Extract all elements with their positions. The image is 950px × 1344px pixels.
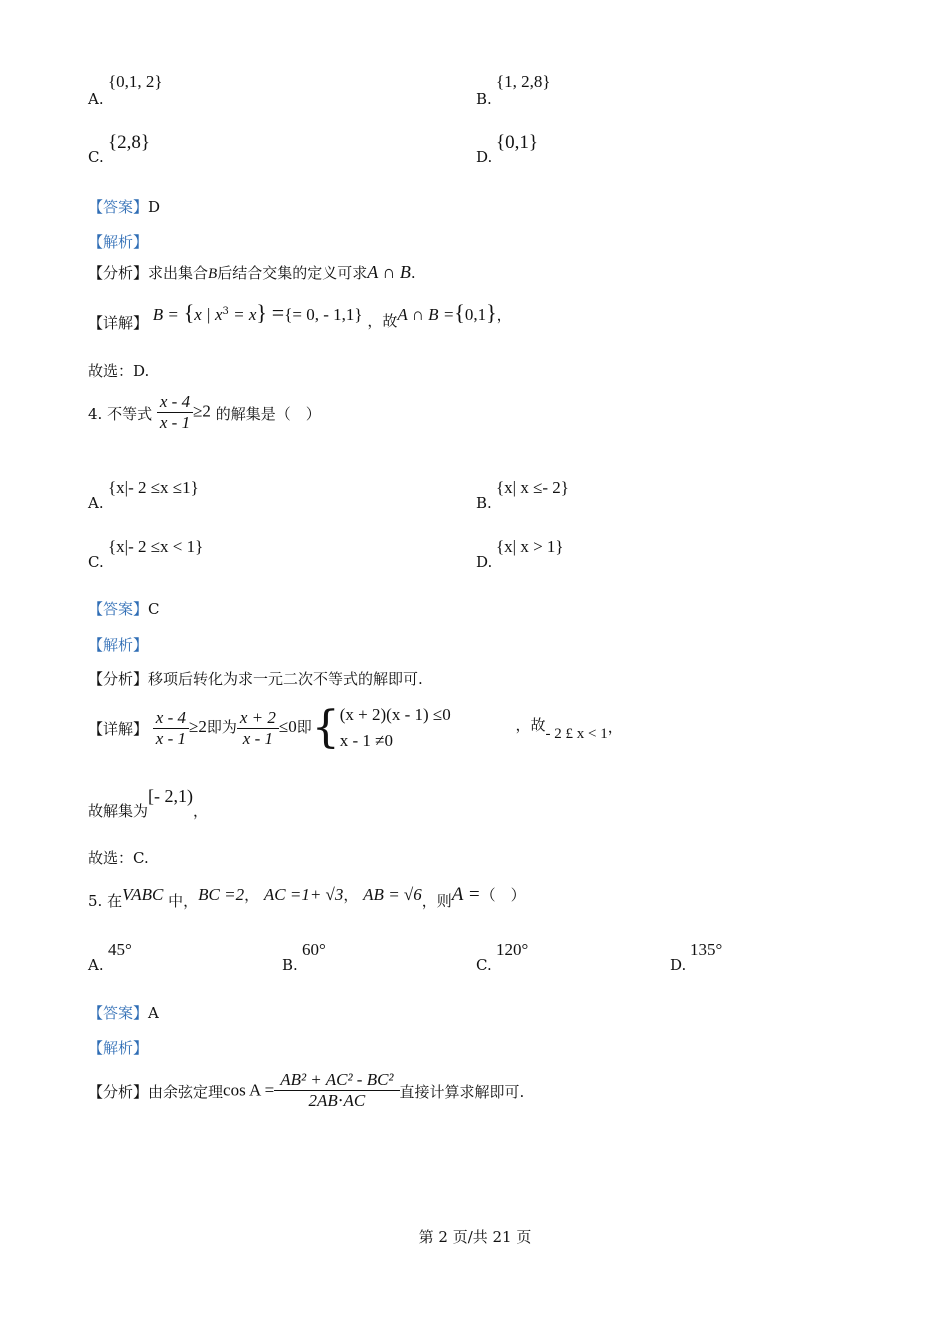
stem-a: A = bbox=[451, 884, 481, 905]
detail-ab: A ∩ B = bbox=[397, 305, 455, 324]
detail-gu: ，故 bbox=[515, 716, 546, 734]
fraction-numerator: AB² + AC² - BC² bbox=[274, 1070, 399, 1091]
detail-b: B = bbox=[152, 305, 179, 324]
page-number: 第 2 页/共 21 页 bbox=[418, 1228, 532, 1246]
option-label: B. bbox=[476, 494, 492, 512]
q3-fenxi-line bbox=[88, 262, 416, 283]
stem-end: （ ） bbox=[480, 886, 526, 904]
stem-suffix: 的解集是（ ） bbox=[215, 404, 321, 423]
page-footer bbox=[0, 1226, 950, 1247]
cos-lhs: cos A = bbox=[223, 1080, 275, 1100]
q3-answer-line bbox=[88, 196, 160, 217]
q4-stem bbox=[88, 392, 321, 433]
detail-set-builder: x | x bbox=[194, 305, 223, 324]
q5-analysis-tag: 【解析】 bbox=[88, 1039, 149, 1057]
option-value: {0,1} bbox=[496, 132, 538, 153]
fraction-denominator: x - 1 bbox=[242, 728, 273, 748]
option-value: 120° bbox=[496, 940, 529, 959]
stem-prefix: 4. 不等式 bbox=[88, 404, 153, 423]
q3-choose: 故选：D. bbox=[88, 362, 150, 380]
option-value: {x| x > 1} bbox=[496, 537, 564, 556]
detail-comma: ， bbox=[496, 306, 512, 324]
stem-ze: ，则 bbox=[421, 892, 452, 910]
system-line-2: x - 1 ≠0 bbox=[339, 731, 394, 750]
answer-value: A bbox=[148, 1004, 159, 1022]
option-label: B. bbox=[282, 956, 298, 974]
fraction-numerator: x - 4 bbox=[157, 392, 193, 413]
option-label: C. bbox=[88, 553, 104, 571]
option-label: B. bbox=[476, 90, 492, 108]
q3-detail-line: 【详解】 B = {x | $x^3 = x$} ={= 0, - 1,1} ，故A ∩ B ={0,1}， bbox=[88, 300, 512, 332]
option-value: 60° bbox=[302, 940, 326, 959]
option-value: {x|- 2 ≤x < 1} bbox=[108, 537, 204, 556]
detail-eq-x: = x bbox=[228, 305, 257, 324]
option-value: 135° bbox=[690, 940, 723, 959]
stem-fraction bbox=[157, 392, 193, 433]
detail-comma: ， bbox=[607, 718, 623, 736]
detail-tag: 【详解】 bbox=[88, 720, 149, 738]
detail-pow: 3 bbox=[222, 306, 229, 317]
detail-result: = 0, - 1,1 bbox=[292, 305, 355, 324]
fenxi-tag: 【分析】 bbox=[88, 670, 149, 688]
solution-set: [- 2,1) bbox=[148, 786, 193, 806]
option-value: {2,8} bbox=[108, 132, 150, 153]
option-value: {x|- 2 ≤x ≤1} bbox=[108, 478, 199, 497]
q3-analysis-tag: 【解析】 bbox=[88, 233, 149, 251]
fraction-denominator: 2AB⋅AC bbox=[308, 1091, 366, 1110]
q4-fenxi-line bbox=[88, 668, 423, 689]
fenxi-end: 直接计算求解即可. bbox=[399, 1082, 525, 1101]
answer-tag: 【答案】 bbox=[88, 1004, 149, 1022]
fenxi-var: B bbox=[208, 266, 218, 282]
q4-choose: 故选：C. bbox=[88, 849, 149, 867]
q5-fenxi-line bbox=[88, 1070, 524, 1111]
fenxi-text: 移项后转化为求一元二次不等式的解即可. bbox=[148, 670, 423, 688]
answer-tag: 【答案】 bbox=[88, 198, 149, 216]
q5-stem bbox=[88, 884, 526, 910]
option-value: 45° bbox=[108, 940, 132, 959]
option-value: {x| x ≤- 2} bbox=[496, 478, 569, 497]
side-bc: BC =2 bbox=[198, 885, 245, 904]
detail-jiwei: 即为 bbox=[206, 718, 237, 736]
solution-comma: ， bbox=[193, 802, 209, 820]
q5-answer-line bbox=[88, 1002, 159, 1023]
comma: ， bbox=[343, 886, 359, 904]
fraction-numerator: x - 4 bbox=[153, 708, 189, 729]
q4-solution-line bbox=[88, 786, 209, 820]
stem-num: 5. 在 bbox=[88, 892, 123, 910]
detail-range: - 2 £ x < 1 bbox=[545, 726, 608, 742]
cosine-fraction bbox=[274, 1070, 399, 1111]
detail-le0: ≤0 bbox=[278, 717, 297, 736]
fraction-numerator: x + 2 bbox=[237, 708, 279, 729]
option-label: D. bbox=[476, 553, 493, 571]
fraction-denominator: x - 1 bbox=[155, 728, 187, 748]
answer-tag: 【答案】 bbox=[88, 600, 149, 618]
option-label: D. bbox=[476, 148, 493, 166]
detail-ji: 即 bbox=[296, 718, 312, 736]
fenxi-text2: 后结合交集的定义可求 bbox=[217, 264, 368, 282]
fraction-denominator: x - 1 bbox=[159, 413, 191, 432]
q4-detail-line: 【详解】 $\frac{x - 4}{x - 1}$ ≥2即为 $\frac{x + 2}{x - 1}$ ≤0即{ (x + 2)(x - 1) ≤0 x - 1 ≠0 ，故- 2 £ x < 1， bbox=[88, 702, 623, 753]
solution-prefix: 故解集为 bbox=[88, 802, 149, 820]
option-value: {1, 2,8} bbox=[496, 72, 551, 91]
detail-gu: ，故 bbox=[367, 312, 398, 330]
option-label: C. bbox=[476, 956, 492, 974]
detail-tag: 【详解】 bbox=[88, 314, 149, 332]
q4-answer-line bbox=[88, 598, 160, 619]
option-label: C. bbox=[88, 148, 104, 166]
q4-analysis-tag: 【解析】 bbox=[88, 636, 149, 654]
detail-result-eq: ={= 0, - 1,1} bbox=[271, 300, 363, 325]
system-line-1: (x + 2)(x - 1) ≤0 bbox=[339, 705, 451, 724]
option-label: A. bbox=[88, 90, 104, 108]
detail-ab-result: 0,1 bbox=[464, 305, 487, 324]
side-ab: AB = √6 bbox=[363, 885, 422, 904]
answer-value: D bbox=[148, 198, 161, 216]
answer-value: C bbox=[148, 600, 160, 618]
side-ac: AC =1+ √3 bbox=[263, 885, 344, 904]
option-value: {0,1, 2} bbox=[108, 72, 163, 91]
fenxi-end: . bbox=[410, 264, 416, 282]
comma: ， bbox=[244, 886, 260, 904]
option-label: D. bbox=[670, 956, 687, 974]
inequality-system bbox=[340, 702, 451, 754]
stem-zhong: 中， bbox=[168, 892, 199, 910]
triangle-name: VABC bbox=[122, 885, 164, 904]
option-label: A. bbox=[88, 956, 104, 974]
detail-fraction-2 bbox=[237, 708, 279, 749]
detail-fraction-1 bbox=[153, 708, 189, 749]
detail-ge2: ≥2 bbox=[189, 717, 207, 736]
stem-ge: ≥2 bbox=[193, 401, 211, 421]
fenxi-tag: 【分析】 bbox=[88, 264, 149, 282]
option-label: A. bbox=[88, 494, 104, 512]
fenxi-text: 求出集合 bbox=[148, 264, 209, 282]
fenxi-text: 由余弦定理 bbox=[148, 1082, 224, 1101]
fenxi-math: A ∩ B bbox=[367, 262, 411, 282]
fenxi-tag: 【分析】 bbox=[88, 1082, 149, 1101]
